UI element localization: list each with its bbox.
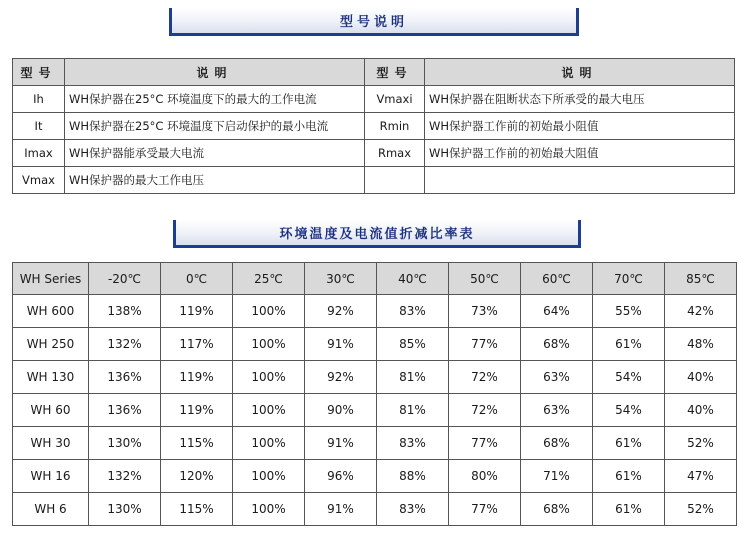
temperature-header: 60℃ [521, 263, 593, 295]
temperature-header: 70℃ [593, 263, 665, 295]
ratio-cell: 54% [593, 394, 665, 427]
ratio-cell: 81% [377, 361, 449, 394]
right-code-cell: Rmin [365, 113, 425, 140]
ratio-cell: 77% [449, 493, 521, 526]
right-code-cell [365, 167, 425, 194]
ratio-cell: 77% [449, 328, 521, 361]
left-code-cell: Vmax [13, 167, 65, 194]
ratio-cell: 77% [449, 427, 521, 460]
ratio-cell: 52% [665, 427, 737, 460]
series-name-cell: WH 6 [13, 493, 89, 526]
ratio-cell: 83% [377, 427, 449, 460]
series-name-cell: WH 60 [13, 394, 89, 427]
left-code-cell: It [13, 113, 65, 140]
ratio-cell: 61% [593, 427, 665, 460]
ratio-cell: 132% [89, 460, 161, 493]
right-desc-cell [425, 167, 735, 194]
ratio-cell: 83% [377, 295, 449, 328]
ratio-cell: 130% [89, 427, 161, 460]
derating-table-title: 环境温度及电流值折减比率表 [279, 227, 475, 242]
ratio-cell: 91% [305, 328, 377, 361]
temperature-header: 50℃ [449, 263, 521, 295]
left-desc-cell: WH保护器能承受最大电流 [65, 140, 365, 167]
series-name-cell: WH 250 [13, 328, 89, 361]
table-row [13, 328, 737, 361]
ratio-cell: 54% [593, 361, 665, 394]
ratio-cell: 61% [593, 460, 665, 493]
ratio-cell: 120% [161, 460, 233, 493]
ratio-cell: 40% [665, 394, 737, 427]
temperature-header: 30℃ [305, 263, 377, 295]
ratio-cell: 68% [521, 493, 593, 526]
ratio-cell: 80% [449, 460, 521, 493]
series-name-cell: WH 30 [13, 427, 89, 460]
right-desc-cell: WH保护器工作前的初始最小阻值 [425, 113, 735, 140]
left-code-cell: Ih [13, 86, 65, 113]
right-desc-cell: WH保护器工作前的初始最大阻值 [425, 140, 735, 167]
ratio-cell: 100% [233, 295, 305, 328]
ratio-cell: 47% [665, 460, 737, 493]
ratio-cell: 92% [305, 361, 377, 394]
header-desc-right: 说明 [425, 59, 735, 86]
table-row [13, 394, 737, 427]
ratio-cell: 81% [377, 394, 449, 427]
series-name-cell: WH 16 [13, 460, 89, 493]
derating-ratio-table [12, 262, 737, 526]
right-desc-cell: WH保护器在阻断状态下所承受的最大电压 [425, 86, 735, 113]
ratio-cell: 100% [233, 361, 305, 394]
temperature-header: 40℃ [377, 263, 449, 295]
ratio-cell: 119% [161, 361, 233, 394]
ratio-cell: 42% [665, 295, 737, 328]
ratio-cell: 72% [449, 361, 521, 394]
ratio-cell: 72% [449, 394, 521, 427]
left-desc-cell: WH保护器在25°C 环境温度下的最大的工作电流 [65, 86, 365, 113]
ratio-cell: 117% [161, 328, 233, 361]
header-code-left: 型号 [13, 59, 65, 86]
ratio-cell: 115% [161, 493, 233, 526]
ratio-cell: 68% [521, 427, 593, 460]
ratio-cell: 132% [89, 328, 161, 361]
ratio-cell: 92% [305, 295, 377, 328]
ratio-cell: 119% [161, 394, 233, 427]
left-desc-cell: WH保护器的最大工作电压 [65, 167, 365, 194]
ratio-cell: 73% [449, 295, 521, 328]
header-code-right: 型号 [365, 59, 425, 86]
left-desc-cell: WH保护器在25°C 环境温度下启动保护的最小电流 [65, 113, 365, 140]
temperature-header: 25℃ [233, 263, 305, 295]
ratio-cell: 100% [233, 328, 305, 361]
model-description-table [12, 58, 735, 194]
table-row [13, 460, 737, 493]
header-desc-left: 说明 [65, 59, 365, 86]
ratio-cell: 100% [233, 493, 305, 526]
table-row [13, 493, 737, 526]
ratio-cell: 64% [521, 295, 593, 328]
ratio-cell: 91% [305, 427, 377, 460]
ratio-cell: 40% [665, 361, 737, 394]
ratio-cell: 61% [593, 493, 665, 526]
ratio-cell: 61% [593, 328, 665, 361]
ratio-cell: 55% [593, 295, 665, 328]
ratio-cell: 100% [233, 427, 305, 460]
table-row [13, 86, 735, 113]
ratio-cell: 52% [665, 493, 737, 526]
right-code-cell: Rmax [365, 140, 425, 167]
ratio-cell: 130% [89, 493, 161, 526]
ratio-cell: 119% [161, 295, 233, 328]
ratio-cell: 100% [233, 394, 305, 427]
derating-table-banner [173, 220, 581, 245]
series-name-cell: WH 600 [13, 295, 89, 328]
series-name-cell: WH 130 [13, 361, 89, 394]
ratio-cell: 100% [233, 460, 305, 493]
ratio-cell: 91% [305, 493, 377, 526]
table-row [13, 427, 737, 460]
table-row [13, 113, 735, 140]
ratio-cell: 71% [521, 460, 593, 493]
ratio-cell: 85% [377, 328, 449, 361]
temperature-header: -20℃ [89, 263, 161, 295]
ratio-cell: 136% [89, 394, 161, 427]
table-row [13, 361, 737, 394]
ratio-cell: 48% [665, 328, 737, 361]
ratio-cell: 88% [377, 460, 449, 493]
series-header: WH Series [13, 263, 89, 295]
ratio-cell: 96% [305, 460, 377, 493]
left-code-cell: Imax [13, 140, 65, 167]
ratio-cell: 136% [89, 361, 161, 394]
right-code-cell: Vmaxi [365, 86, 425, 113]
ratio-cell: 138% [89, 295, 161, 328]
ratio-cell: 68% [521, 328, 593, 361]
table-row [13, 295, 737, 328]
ratio-cell: 63% [521, 394, 593, 427]
table-row [13, 167, 735, 194]
ratio-cell: 63% [521, 361, 593, 394]
model-description-title: 型号说明 [339, 15, 408, 30]
ratio-cell: 90% [305, 394, 377, 427]
ratio-cell: 83% [377, 493, 449, 526]
table-row [13, 140, 735, 167]
table-header-row [13, 59, 735, 86]
ratio-cell: 115% [161, 427, 233, 460]
table-header-row [13, 263, 737, 295]
temperature-header: 85℃ [665, 263, 737, 295]
model-description-banner [169, 8, 579, 33]
temperature-header: 0℃ [161, 263, 233, 295]
